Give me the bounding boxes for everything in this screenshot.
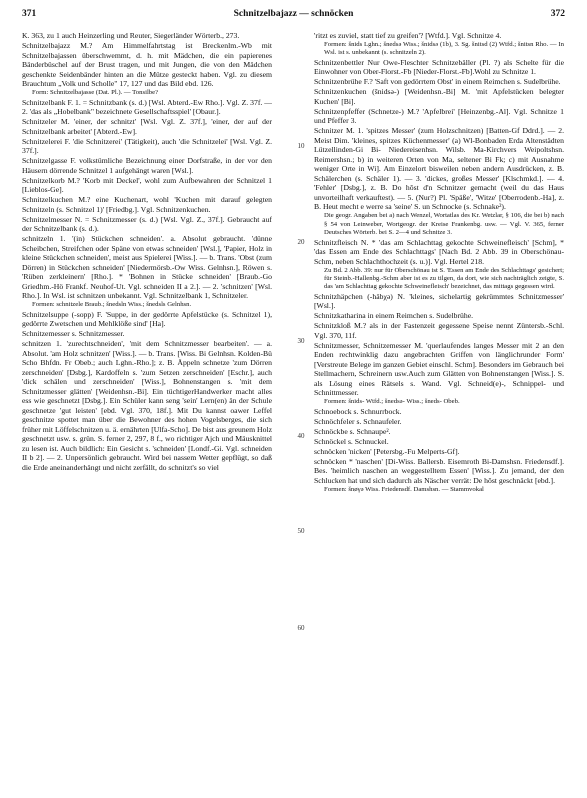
line-number: 10 — [297, 142, 305, 150]
dictionary-entry: Schnöckel s. Schnuckel. — [314, 436, 389, 446]
running-title: Schnitzelbajazz — schnöcken — [233, 9, 354, 19]
entry-note: Formen: schnitzele Braub.; šnedsln Wiss.; šnedsls Gelnhsn. — [32, 301, 192, 309]
dictionary-entry: Schnitzenpfeffer (Schnetze-) M.? 'Apfelbrei' [Heinzenbg.-Al]. Vgl. Schnitze 1 und Pfeffer 3. — [314, 106, 564, 126]
dictionary-entry: Schnitzelkuchen M.? eine Kuchenart, wohl 'Kuchen mit darauf gelegten Schnitzeln (s. Schnitzel 1)' [Friedbg.]. Vgl. Schnitzenkuchen. — [22, 195, 272, 214]
entry-note: Form: Schnitzelbajasse (Dat. Pl.). — Tonsilbe? — [32, 89, 159, 96]
dictionary-entry: Schnoebock s. Schnurrbock. — [314, 406, 402, 416]
dictionary-entry: Schnitzemesser s. Schnitzmesser. — [22, 329, 125, 339]
page-header — [22, 9, 565, 23]
dictionary-entry: schnöcken 'nicken' [Petersbg.-Fu Melperts-Gf]. — [314, 446, 460, 456]
dictionary-entry: Schnitzelbajazz M.? Am Himmelfahrtstag ist Breckenlm.-Wb mit Schnitzelbajassen überschwemmt, d. h. mit Mädchen, die ein papierenes Bänderbüschel auf der Brust tragen, und mit Jungen, die von den Mädchen geschenkte Seidenbänder hinten an die Mütze gesteckt haben. Vgl. zu diesem Brauchtum „Volk und Scholle" 17, 127 und das Bild ebd. 126. — [22, 41, 272, 88]
dictionary-entry: Schnitzenbettler Nur Owe-Fleschter Schnitzebäller (Pl. ?) als Schelte für die Einwohner von Ober-Florst.-Fb [Nieder-Florst.-Fb].Wohl zu Schnitze 1. — [314, 57, 564, 77]
line-number: 50 — [297, 527, 305, 535]
entry-note: Formen: šnids- Wtfd.; šnedsə- Wiss.; šneds- Obeb. — [324, 398, 460, 406]
dictionary-entry: Schnitzenkuchen (šnidsə-) [Weidenhsn.-Bi] M. 'mit Apfelstücken belegter Kuchen' [Bi]. — [314, 87, 564, 106]
dictionary-entry: 'ritzt es zuviel, statt tief zu greifen'? [Wtfd.]. Vgl. Schnitze 4. — [314, 31, 502, 40]
line-number: 60 — [297, 624, 305, 632]
entry-note: Formen: šnøγə Wiss. Friedensdf. Damshsn. — Stammvokal — [324, 485, 484, 493]
entry-note: Die geogr. Angaben bei a) nach Wenzel, Wortatlas des Kr. Wetzlar, § 106, die bei b) nach § 54 von Leinweber, Wortgeogr. der Kreise Frankenbg. usw. — Vgl. V. 365, ferner Deutsches Wörterb. bei S. 2—4 und Schnitze 3. — [324, 212, 564, 236]
dictionary-entry: Schnitzhäpchen (-häbχə) N. 'kleines, sichelartig gekrümmtes Schnitzmesser' [Wsl.]. — [314, 291, 564, 311]
right-column — [314, 31, 564, 495]
dictionary-entry: schnitzen 1. 'zurechtschneiden', 'mit dem Schnitzmesser bearbeiten'. — a. Absolut. 'am Holz schnitzen' [Wiss.]. — b. Trans. [Wiss. Bi Gelnhsn. Kolden-Bü Scho Bhfdn. Fr Obeb.; auch Lghn.-Rho.]; z. B. Äppeln schnetze 'zum Dörren zerschneiden' [Dsbg.], Kardoffeln s. 'zum Setzen zerschneiden' [Eschr.], auch 'dick schälen und zerschneiden' [Wiss.], Bohnenstangen s. 'mit dem Schnitzmesser glätten' [Weidenhsn.-Bi]. Ein tüchtigerHandwerker macht alles ess wie geschnetzt [Dsbg.]. Ein Schüler kann seng 'sein' Lern(en) än der Schule geschnetze 'gut leisten' [ebd. Vgl. 370, 18f.]. Mit Du kannst oawer Leffel geschnitze spottet man über die Bewohner des hohen Vogelsberges, die sich früher mit Löffelschnitzen u. ä. ernährten [Ulfa-Scho]. De bist aus greunem Holz geschnetzt usw. s. grün. S. ferner 2, 297, 8 f., wo richtiger Ajch und Mäusknittel zu lesen ist. Auch bildlich: Ein Gesicht s. 'schneiden' [Londf.-Gi. Vgl. schneiden II b 2]. — 2. Unpersönlich gebraucht. Wird bei nassem Wetter gepflügt, so daß die Erde aneinanderhängt und nicht zerfällt, do schnitzt's so viel — [22, 339, 272, 472]
entry-note: Formen: šnids Lghn.; šnedsə Wiss.; šnidsə (1b), 3. Sg. šnitsd (2) Wtfd.; šnitsn Rho. — In Wsl. ist s. unbekannt (s. schnitzeln 2). — [324, 41, 564, 57]
dictionary-entry: Schnitzelgasse F. volkstümliche Bezeichnung einer Dorfstraße, in der vor den Häusern dörrende Schnitzel 1 aufgehängt waren [Wsl.]. — [22, 156, 272, 175]
page-number-left: 371 — [22, 9, 37, 19]
dictionary-entry: schnitzeln 1. '(in) Stückchen schneiden'. a. Absolut gebraucht. 'dünne Scheibchen, Streifchen oder Späne von etwas schneiden' [Wsl.], 'Papier, Holz in kleine Stückchen schneiden', meist aus Spielerei [Wiss.]. — b. Trans. 'Obst (zum Dörren) in Stückchen schneiden' [Niedermörsb.-Ow Wiss. Gelnhsn.], Röwen s. 'Rüben zerkleinern' [Rho.]. * 'Bohnen in Stücke schneiden' [Braub.-Go Griedhm.-Hö Frankf. Neuhof-Ut. Vgl. schneiden II a 2.]. — 2. 'schnitzen' [Wsl. Rho.]. In Wsl. ist schnitzen unbekannt. Vgl. Schnitzelbank 1, Schnitzeler. — [22, 234, 272, 301]
left-column — [22, 31, 272, 473]
dictionary-entry: Schnitzelmesser N. = Schnitzmesser (s. d.) [Wsl. Vgl. Z., 37f.]. Gebraucht auf der Schnitzelbank (s. d.). — [22, 214, 272, 234]
line-number: 40 — [297, 432, 305, 440]
dictionary-entry: Schnitzelsuppe (-sopp) F. 'Suppe, in der gedörrte Apfelstücke (s. Schnitzel 1), gedörrte Zwetschen und Mehlklöße sind' [Ha]. — [22, 309, 272, 329]
dictionary-entry: Schnitzelkorb M.? 'Korb mit Deckel', wohl zum Aufbewahren der Schnitzel 1 [Lieblos-Ge]. — [22, 175, 272, 195]
dictionary-entry: Schnitzkloß M.? als in der Fastenzeit gegessene Speise nennt Züntersb.-Schl. Vgl. 370, 11f. — [314, 321, 564, 340]
dictionary-entry: Schnitzer M. 1. 'spitzes Messer' (zum Holzschnitzen) [Batten-Gf Ddrd.]. — 2. Meist Dim. 'kleines, spitzes Küchenmesser' (a) Wl-Bonbaden Erda Altenstädten Lützellinden-Gi Bi- Niedereisenhsn. Wilsb. Ma-Kirchvers Weipoltshsn. Reimershsn.; b) in weiteren Orten von Ma, seltener Bi Fk; c) mit Ausnahme weniger Orte in Wi]. Am Einzelort bisweilen neben andern Ausdrücken, z. B. Schälerchen (s. Schäler 1). — 3. 'dickes, großes Messer' [Klschmkd.]. — 4. 'Fehler' [Dsbg.], z. B. Do hôst d'n Schnitzer gemacht (weil du das Haus unvorteilhaft verkauftest). — 5. (Nur?) Pl. 'Späße', 'Witze' [Oberrodenb.-Ha], z. B. Heut mecht e werre sa 'seine' S. un Schnocke (s. Schnake²). — [314, 126, 564, 212]
dictionary-entry: Schnitzelbank F. 1. = Schnitzbank (s. d.) [Wsl. Abterd.-Ew Rho.]. Vgl. Z. 37f. — 2. 'das als „Hobelbank" bezeichnete Gesellschaftsspiel' [Obaur.]. — [22, 97, 272, 117]
dictionary-entry: Schnitzmesser, Schnitzemesser M. 'querlaufendes langes Messer mit 2 an den Enden rechtwinklig dazu angebrachten Griffen von länglichrunder Form' [Verstreute Belege im ganzen Gebiet einschl. Schm]. Besonders im Gebrauch bei Stellmachern, Schreinern usw.Auch zum Glätten von Bohnenstangen [Wiss.]. S. als Lösung eines Rätsels s. Wand. Vgl. Schneid(e)-, Schnippel- und Schnittmesser. — [314, 340, 564, 398]
dictionary-entry: Schnitzkatharina in einem Reimchen s. Sudelbrühe. — [314, 311, 474, 321]
dictionary-entry: Schnitzenbrühe F.? 'Saft von gedörrtem Obst' in einem Reimchen s. Sudelbrühe. — [314, 77, 561, 87]
dictionary-entry: Schnitzeler M. 'einer, der schnitzt' [Wsl. Vgl. Z. 37f.], 'einer, der auf der Schnitzelbank arbeitet' [Abterd.-Ew]. — [22, 117, 272, 136]
page-number-right: 372 — [550, 9, 565, 19]
dictionary-entry: K. 363, zu 1 auch Heinzerling und Reuter, Siegerländer Wörterb., 273. — [22, 31, 240, 40]
dictionary-entry: Schnitzelerei F. 'die Schnitzerei' (Tätigkeit), auch 'die Schnitzelei' [Wsl. Vgl. Z. 37f.]. — [22, 136, 272, 156]
dictionary-entry: Schnitzfleisch N. * 'das am Schlachttag gekochte Schweinefleisch' [Schm], * 'das Essen am Ende des Schlachttags' [Nach Bd. 2 Abb. 39 in Oberschönau-Schm, neben Schlachthochzeit (s. u.)]. Vgl. Hertel 218. — [314, 237, 564, 266]
line-number: 30 — [297, 337, 305, 345]
entry-note: Zu Bd. 2 Abb. 39: nur für Oberschönau ist S. 'Essen am Ende des Schlachttags' gesichert; für Steinb.-Hallenbg.-Schm aber ist es zu tilgen, da dort, wie sich nachträglich zeigte, S. das 'am Schlachttag gekochte Schweinefleisch' bezeichnet, das mittags gegessen wird. — [324, 266, 564, 290]
line-number: 20 — [297, 238, 305, 246]
dictionary-entry: Schnöchfeler s. Schnaufeler. — [314, 416, 402, 426]
dictionary-entry: Schnöckbe s. Schnaupe². — [314, 426, 391, 436]
dictionary-entry: schnöcken * 'naschen' [Di-Wiss. Ballersb. Eisemroth Bi-Damshsn. Friedensdf.]. Bes. 'heimlich naschen an weggestelltem Essen' [Wiss.]. Zu jemand, der den Schlucken hat und sich dadurch als Näscher verrät: De hôst geschnäckt [ebd.]. — [314, 456, 564, 485]
